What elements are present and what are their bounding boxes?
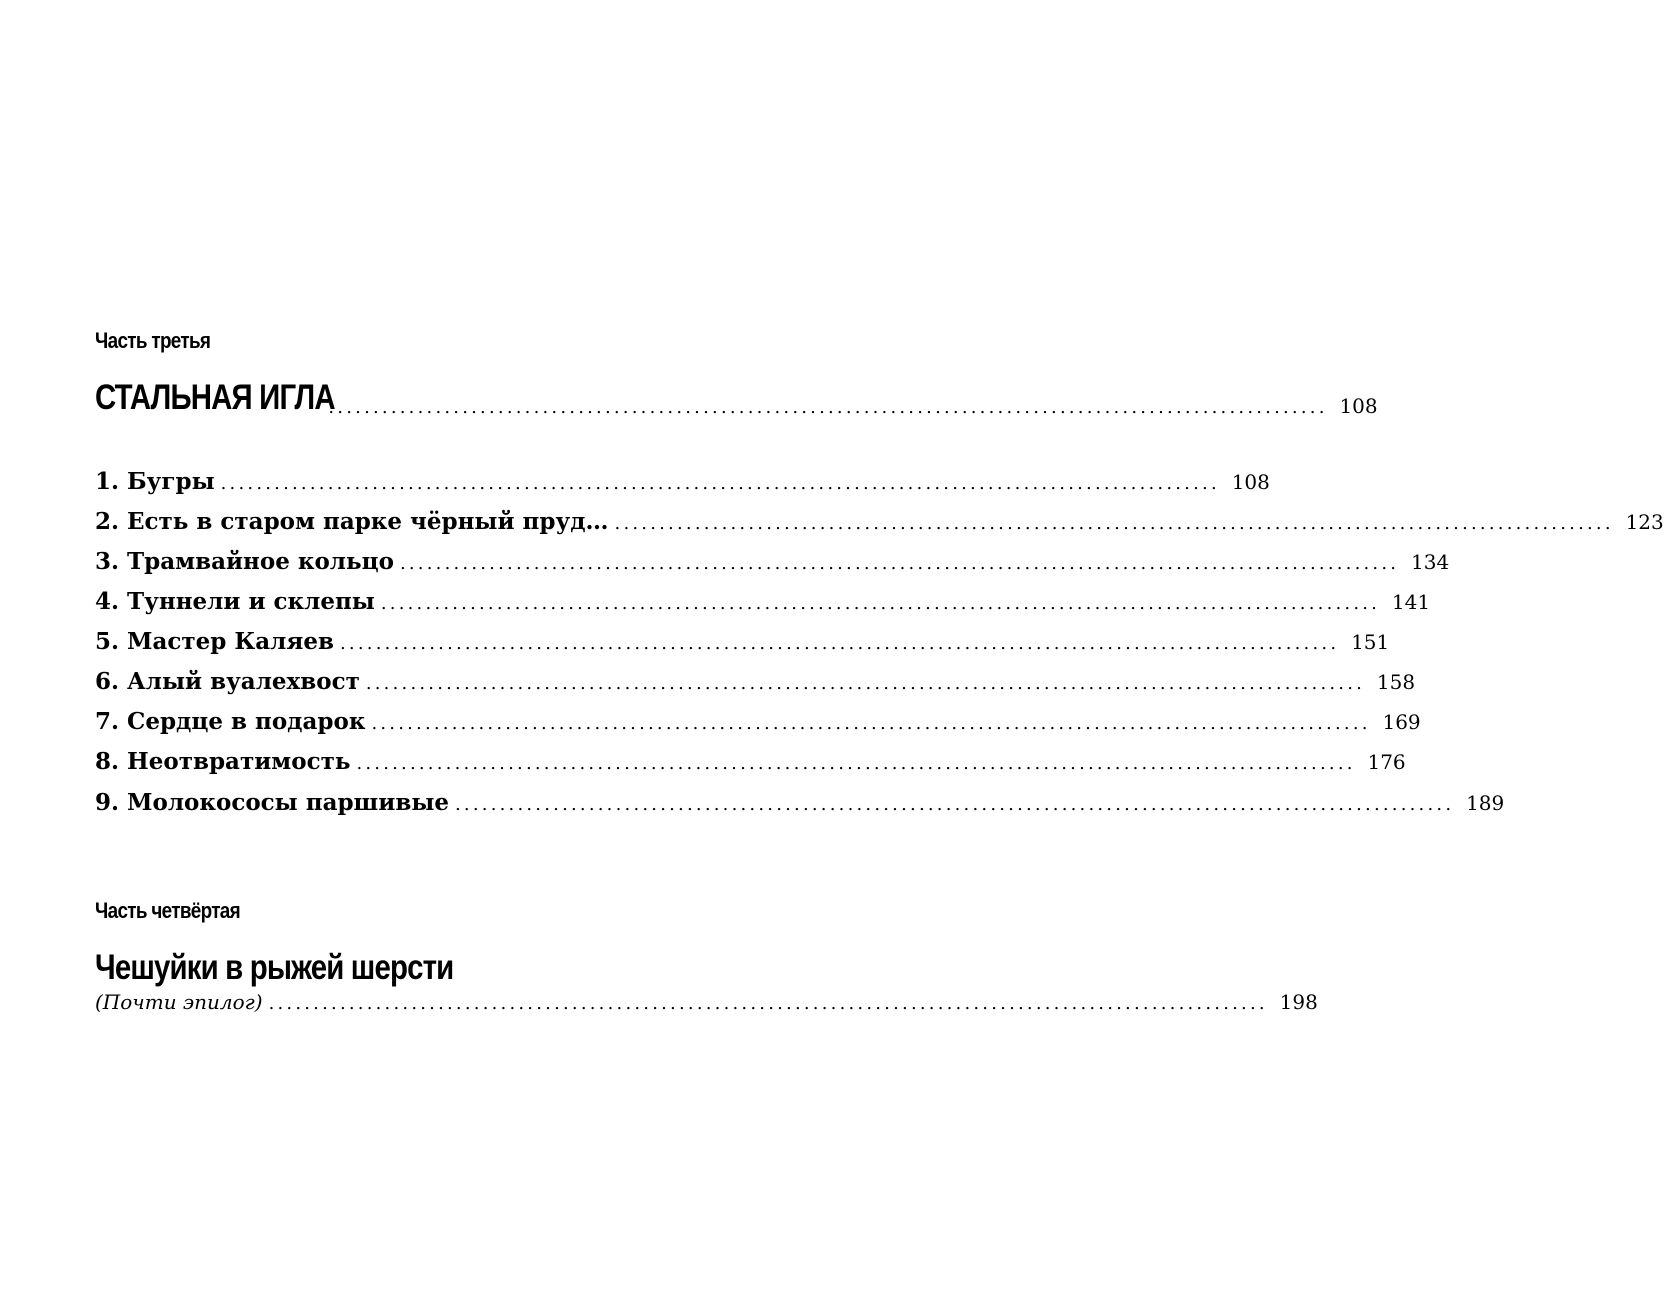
part-three-entry [95,374,1378,418]
toc-entry [95,628,1390,660]
page-number: 134 [1411,550,1450,574]
part-four-subtitle: (Почти эпилог) [95,990,263,1014]
page-number: 158 [1376,670,1416,694]
toc-entry [95,588,1431,620]
chapter-title: 7. Сердце в подарок [95,708,366,735]
dot-leader: ................................................................................................................ [365,673,1366,694]
chapter-title: 9. Молокососы паршивые [95,789,450,816]
dot-leader: ................................................................................................................ [268,993,1268,1014]
chapter-title: 5. Мастер Каляев [95,628,335,655]
toc-entry [95,708,1421,740]
part-three-title: СТАЛЬНАЯ ИГЛА [95,378,335,417]
toc-entry [95,748,1406,780]
toc-entry [95,508,1664,540]
chapter-title: 8. Неотвратимость [95,748,351,775]
part-four-entry [95,990,1318,1022]
dot-leader: ................................................................................................................ [371,713,1371,734]
dot-leader: ................................................................................................................ [380,593,1381,614]
toc-entry [95,548,1450,580]
chapter-title: 6. Алый вуалехвост [95,668,360,695]
part-three-label: Часть третья [95,328,211,353]
toc-entry [95,789,1505,821]
page-number: 189 [1466,791,1505,815]
chapter-title: 1. Бугры [95,468,215,495]
toc-entry [95,468,1270,500]
chapter-title: 2. Есть в старом парке чёрный пруд… [95,508,609,535]
toc-entry [95,668,1416,700]
chapter-title: 3. Трамвайное кольцо [95,548,394,575]
page-number: 108 [1231,470,1270,494]
part-four-label: Часть четвёртая [95,898,240,923]
page-number: 176 [1367,750,1406,774]
dot-leader: ................................................................................................................ [614,513,1614,534]
page-number: 108 [1339,394,1378,418]
page-number: 169 [1382,710,1421,734]
dot-leader: ................................................................................................................ [399,553,1400,574]
dot-leader: ................................................................................................................ [328,397,1328,418]
page-number: 151 [1351,630,1390,654]
page-number: 198 [1279,990,1318,1014]
part-four-title: Чешуйки в рыжей шерсти [95,948,454,987]
chapter-title: 4. Туннели и склепы [95,588,375,615]
page-number: 123 [1625,510,1664,534]
dot-leader: ................................................................................................................ [340,633,1340,654]
dot-leader: ................................................................................................................ [455,794,1455,815]
part-four-heading [95,944,857,988]
dot-leader: ................................................................................................................ [356,753,1356,774]
dot-leader: ................................................................................................................ [220,473,1220,494]
page-number: 141 [1391,590,1431,614]
